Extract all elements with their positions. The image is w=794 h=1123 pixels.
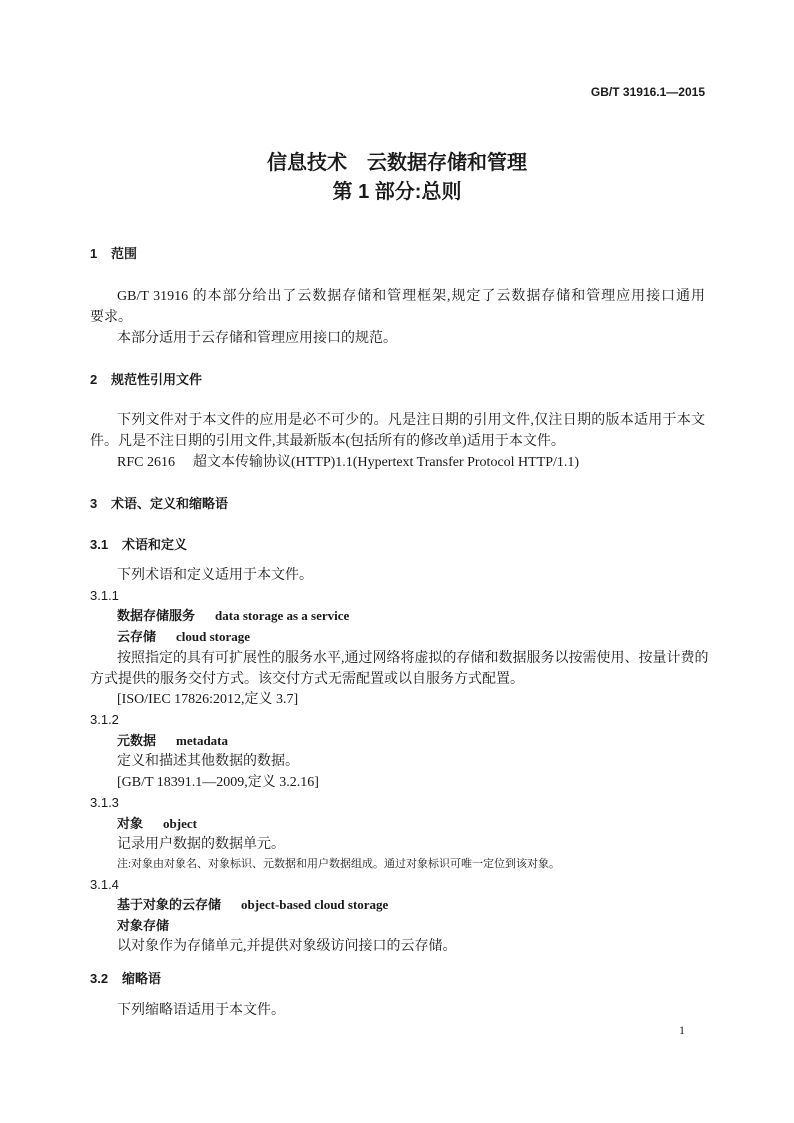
term-number: 3.1.1 bbox=[90, 588, 119, 603]
section-heading-normative-references bbox=[90, 371, 202, 389]
term-synonym bbox=[117, 916, 169, 936]
section-title: 范围 bbox=[111, 246, 138, 261]
document-title: 信息技术 云数据存储和管理 bbox=[267, 152, 527, 174]
definition-source: [GB/T 18391.1—2009,定义 3.2.16] bbox=[117, 775, 319, 790]
paragraph-line: 本部分适用于云存储和管理应用接口的规范。 bbox=[117, 331, 397, 346]
section-title: 规范性引用文件 bbox=[111, 372, 203, 387]
definition-line: 定义和描述其他数据的数据。 bbox=[117, 754, 299, 769]
definition-line: 方式提供的服务交付方式。该交付方式无需配置或以自服务方式配置。 bbox=[90, 672, 524, 687]
term-zh: 云存储 bbox=[117, 629, 157, 644]
paragraph-line: 下列文件对于本文件的应用是必不可少的。凡是注日期的引用文件,仅注日期的版本适用于本文 bbox=[117, 413, 705, 428]
reference-title: 超文本传输协议(HTTP)1.1(Hypertext Transfer Protocol HTTP/1.1) bbox=[192, 455, 580, 470]
term-zh: 元数据 bbox=[117, 733, 157, 748]
term-number: 3.1.3 bbox=[90, 795, 119, 810]
term-en: cloud storage bbox=[176, 629, 251, 644]
paragraph-line: 件。凡是不注日期的引用文件,其最新版本(包括所有的修改单)适用于本文件。 bbox=[90, 434, 565, 449]
page-number: 1 bbox=[679, 1023, 685, 1037]
subsection-title: 术语和定义 bbox=[122, 537, 188, 552]
section-heading-scope bbox=[90, 245, 137, 263]
term-note: 注:对象由对象名、对象标识、元数据和用户数据组成。通过对象标识可唯一定位到该对象。 bbox=[117, 858, 561, 870]
section-heading-terms bbox=[90, 495, 228, 513]
section-number: 1 bbox=[90, 246, 98, 261]
term-entry bbox=[117, 814, 197, 834]
term-entry bbox=[117, 606, 349, 626]
definition-line: 按照指定的具有可扩展性的服务水平,通过网络将虚拟的存储和数据服务以按需使用、按量计费的 bbox=[117, 651, 709, 666]
term-en: object bbox=[163, 816, 197, 831]
term-en: metadata bbox=[176, 733, 229, 748]
term-number: 3.1.4 bbox=[90, 877, 119, 892]
term-number: 3.1.2 bbox=[90, 712, 119, 727]
paragraph-line: GB/T 31916 的本部分给出了云数据存储和管理框架,规定了云数据存储和管理应用接口通用 bbox=[117, 289, 705, 304]
definition-source: [ISO/IEC 17826:2012,定义 3.7] bbox=[117, 692, 299, 707]
section-title: 术语、定义和缩略语 bbox=[111, 496, 229, 511]
reference-id: RFC 2616 bbox=[117, 455, 175, 470]
section-number: 3 bbox=[90, 496, 98, 511]
paragraph-line: 下列术语和定义适用于本文件。 bbox=[117, 568, 313, 583]
subsection-heading-abbreviations bbox=[90, 970, 161, 988]
term-zh: 基于对象的云存储 bbox=[117, 897, 222, 912]
term-zh: 对象存储 bbox=[117, 918, 170, 933]
reference-entry bbox=[117, 453, 579, 473]
term-en: object-based cloud storage bbox=[241, 897, 389, 912]
subsection-heading-terms-definitions bbox=[90, 536, 187, 554]
document-number: GB/T 31916.1—2015 bbox=[590, 85, 705, 99]
definition-line: 以对象作为存储单元,并提供对象级访问接口的云存储。 bbox=[117, 939, 457, 954]
paragraph-line: 下列缩略语适用于本文件。 bbox=[117, 1003, 285, 1018]
paragraph-line: 要求。 bbox=[90, 310, 132, 325]
term-zh: 对象 bbox=[117, 816, 144, 831]
subsection-title: 缩略语 bbox=[122, 971, 162, 986]
term-entry bbox=[117, 731, 228, 751]
term-synonym bbox=[117, 627, 250, 647]
subsection-number: 3.2 bbox=[90, 971, 109, 986]
section-number: 2 bbox=[90, 372, 98, 387]
subsection-number: 3.1 bbox=[90, 537, 109, 552]
term-en: data storage as a service bbox=[215, 608, 350, 623]
term-entry bbox=[117, 895, 388, 915]
definition-line: 记录用户数据的数据单元。 bbox=[117, 837, 285, 852]
document-part-title: 第 1 部分:总则 bbox=[332, 181, 462, 203]
term-zh: 数据存储服务 bbox=[117, 608, 196, 623]
